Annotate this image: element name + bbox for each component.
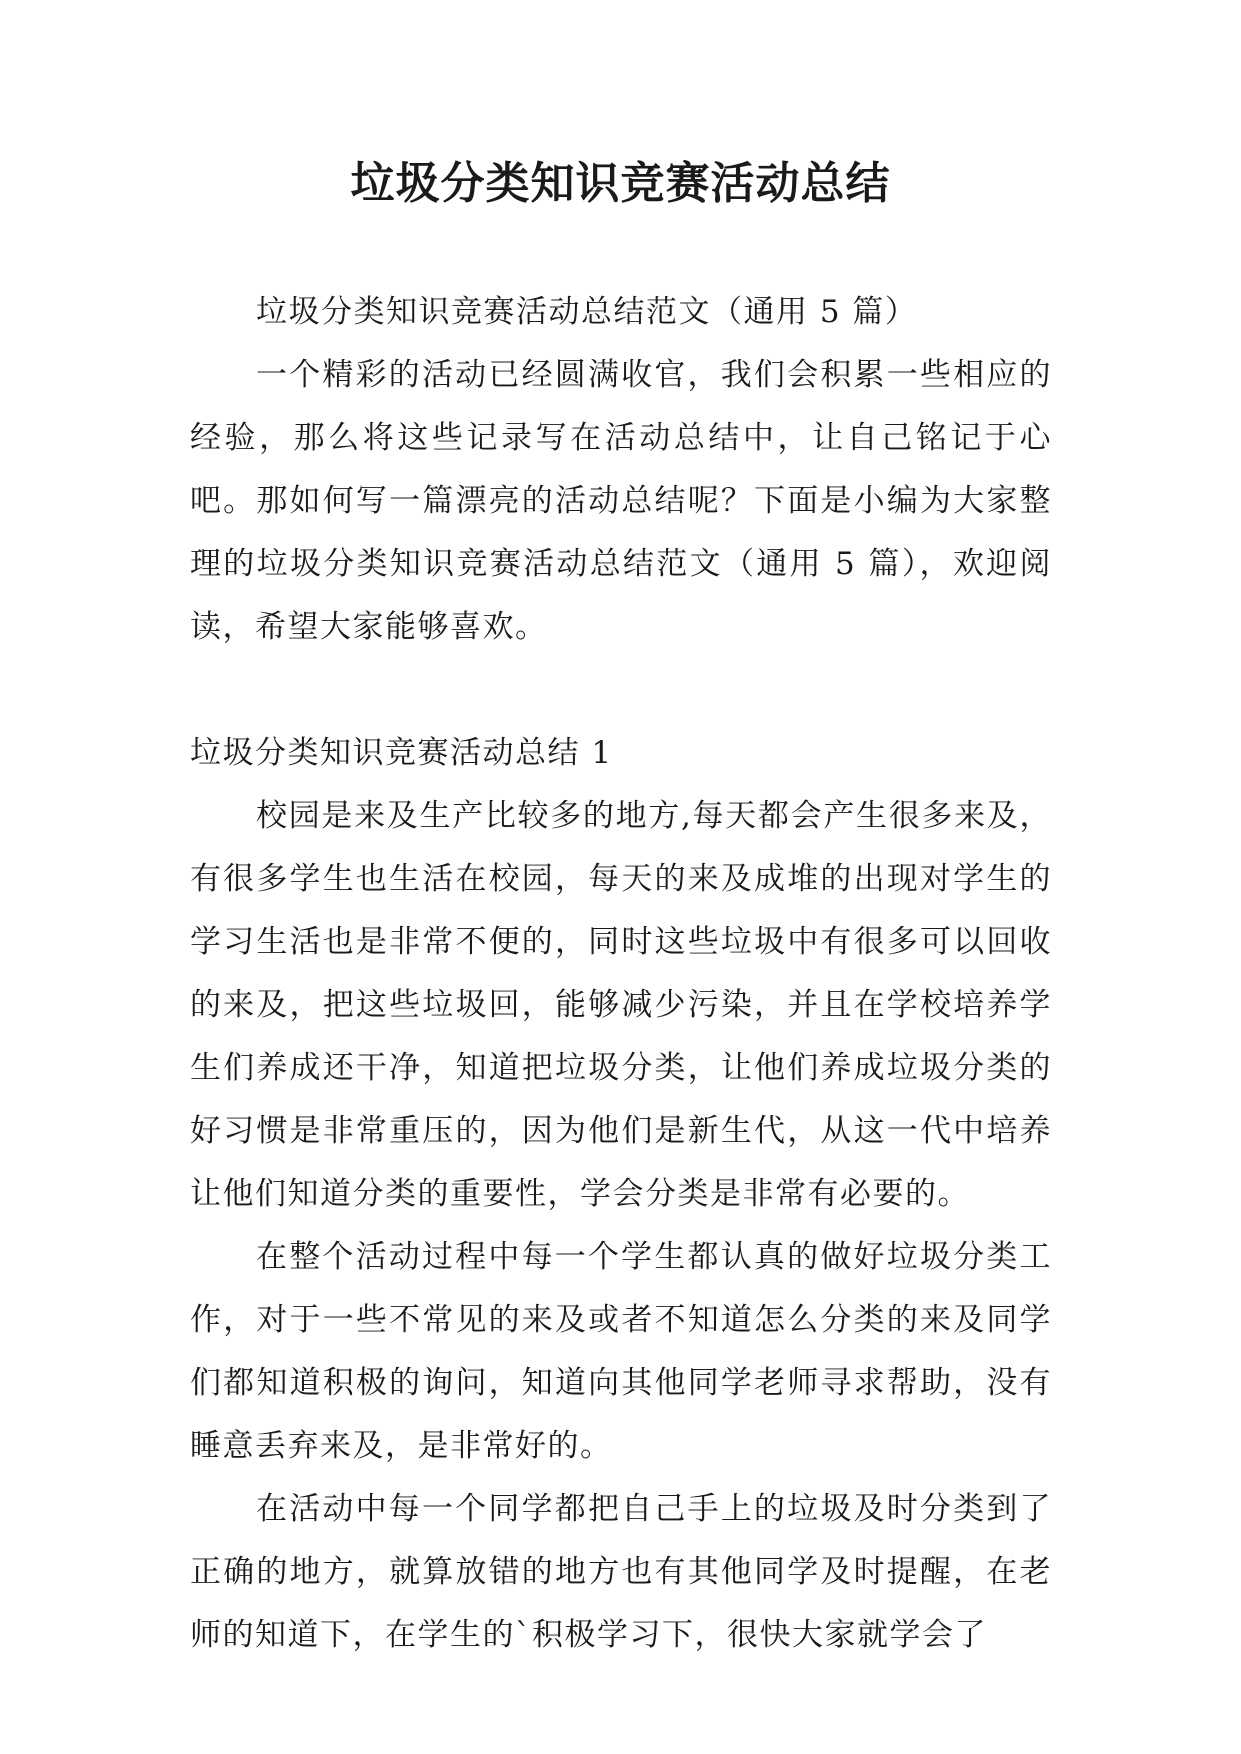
document-body xyxy=(190,281,1052,1667)
section-heading: 垃圾分类知识竞赛活动总结 1 xyxy=(190,735,613,771)
section-paragraph-3: 在活动中每一个同学都把自己手上的垃圾及时分类到了正确的地方，就算放错的地方也有其他同学及时提醒，在老师的知道下，在学生的`积极学习下，很快大家就学会了 xyxy=(190,1491,1052,1653)
spacer xyxy=(190,659,1052,722)
intro-paragraph: 一个精彩的活动已经圆满收官，我们会积累一些相应的经验，那么将这些记录写在活动总结中，让自己铭记于心吧。那如何写一篇漂亮的活动总结呢？下面是小编为大家整理的垃圾分类知识竞赛活动总结范文（通用 5 篇），欢迎阅读，希望大家能够喜欢。 xyxy=(190,357,1052,645)
document-title: 垃圾分类知识竞赛活动总结 xyxy=(350,158,891,209)
document-subtitle: 垃圾分类知识竞赛活动总结范文（通用 5 篇） xyxy=(256,294,918,330)
section-paragraph-1: 校园是来及生产比较多的地方,每天都会产生很多来及，有很多学生也生活在校园，每天的来及成堆的出现对学生的学习生活也是非常不便的，同时这些垃圾中有很多可以回收的来及，把这些垃圾回，能够减少污染，并且在学校培养学生们养成还干净，知道把垃圾分类，让他们养成垃圾分类的好习惯是非常重压的，因为他们是新生代，从这一代中培养让他们知道分类的重要性，学会分类是非常有必要的。 xyxy=(190,798,1052,1212)
section-paragraph-2: 在整个活动过程中每一个学生都认真的做好垃圾分类工作，对于一些不常见的来及或者不知道怎么分类的来及同学们都知道积极的询问，知道向其他同学老师寻求帮助，没有睡意丢弃来及，是非常好的。 xyxy=(190,1239,1052,1464)
